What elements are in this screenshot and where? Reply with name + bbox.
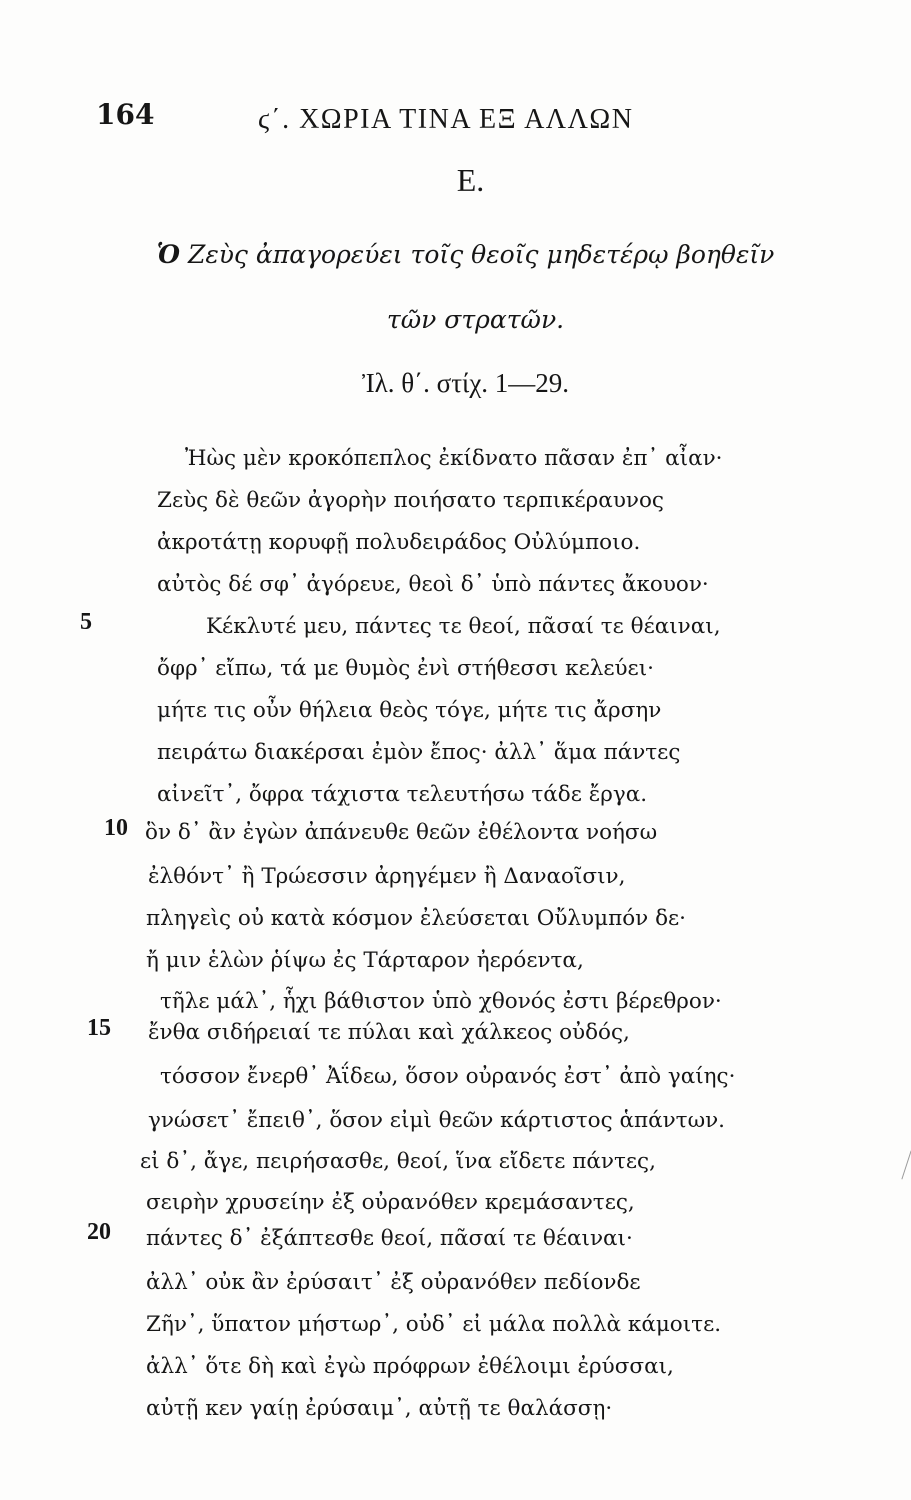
subtitle-initial: Ὁ [156, 240, 180, 269]
line-number: 20 [87, 1219, 111, 1245]
line-number: 5 [80, 609, 92, 635]
page-edge-mark [901, 1151, 911, 1180]
verse-line: Ζεὺς δὲ θεῶν ἀγορὴν ποιήσατο τερπικέραυνος [157, 488, 664, 513]
verse-line: Κέκλυτέ μευ, πάντες τε θεοί, πᾶσαί τε θέαιναι, [206, 614, 721, 639]
verse-line: αὐτὸς δέ σφ᾽ ἀγόρευε, θεοὶ δ᾽ ὑπὸ πάντες ἄκουον· [157, 572, 709, 597]
verse-line: ἔνθα σιδήρειαί τε πύλαι καὶ χάλκεος οὐδός, [148, 1020, 630, 1045]
page-number: 164 [96, 98, 155, 131]
section-title: ϛ΄. ΧΩΡΙΑ ΤΙΝΑ ΕΞ ΑΛΛΩΝ [258, 104, 634, 135]
verse-reference: Ἰλ. θ΄. στίχ. 1—29. [361, 368, 570, 398]
verse-line: ὃν δ᾽ ἂν ἐγὼν ἀπάνευθε θεῶν ἐθέλοντα νοήσω [145, 820, 658, 845]
verse-line: ἀλλ᾽ ὅτε δὴ καὶ ἐγὼ πρόφρων ἐθέλοιμι ἐρύσσαι, [146, 1354, 674, 1379]
verse-line: πληγεὶς οὐ κατὰ κόσμον ἐλεύσεται Οὔλυμπόν δε· [146, 906, 686, 931]
verse-line: τῆλε μάλ᾽, ἧχι βάθιστον ὑπὸ χθονός ἐστι βέρεθρον· [160, 989, 722, 1014]
section-letter: Ε. [456, 162, 485, 198]
verse-line: ὄφρ᾽ εἴπω, τά με θυμὸς ἐνὶ στήθεσσι κελεύει· [157, 656, 654, 681]
running-head [0, 98, 911, 138]
subtitle-line-2: τῶν στρατῶν. [386, 305, 565, 334]
verse-line: ἐλθόντ᾽ ἢ Τρώεσσιν ἀρηγέμεν ἢ Δαναοῖσιν, [148, 864, 626, 889]
verse-line: τόσσον ἔνερθ᾽ Ἀΐδεω, ὅσον οὐρανός ἐστ᾽ ἀπὸ γαίης· [160, 1064, 736, 1089]
verse-line: εἰ δ᾽, ἄγε, πειρήσασθε, θεοί, ἵνα εἴδετε πάντες, [140, 1149, 656, 1174]
verse-line: Ζῆν᾽, ὕπατον μήστωρ᾽, οὐδ᾽ εἰ μάλα πολλὰ κάμοιτε. [146, 1312, 722, 1337]
verse-line: μήτε τις οὖν θήλεια θεὸς τόγε, μήτε τις ἄρσην [157, 698, 662, 723]
verse-line: ἤ μιν ἑλὼν ῥίψω ἐς Τάρταρον ἠερόεντα, [146, 948, 584, 973]
verse-line: γνώσετ᾽ ἔπειθ᾽, ὅσον εἰμὶ θεῶν κάρτιστος ἁπάντων. [148, 1108, 726, 1133]
verse-line: πειράτω διακέρσαι ἐμὸν ἔπος· ἀλλ᾽ ἅμα πάντες [157, 740, 681, 765]
verse-line: αὐτῇ κεν γαίῃ ἐρύσαιμ᾽, αὐτῇ τε θαλάσσῃ· [146, 1396, 613, 1421]
verse-line: Ἠὼς μὲν κροκόπεπλος ἐκίδνατο πᾶσαν ἐπ᾽ αἶαν· [185, 446, 723, 471]
verse-line: αἰνεῖτ᾽, ὄφρα τάχιστα τελευτήσω τάδε ἔργα. [157, 782, 648, 807]
verse-line: πάντες δ᾽ ἐξάπτεσθε θεοί, πᾶσαί τε θέαιναι· [146, 1226, 633, 1251]
line-number: 15 [87, 1015, 111, 1041]
verse-line: ἀκροτάτῃ κορυφῇ πολυδειράδος Οὐλύμποιο. [157, 530, 641, 555]
subtitle-line-1 [0, 240, 911, 269]
verse-line: σειρὴν χρυσείην ἐξ οὐρανόθεν κρεμάσαντες, [146, 1190, 635, 1215]
line-number: 10 [104, 815, 128, 841]
subtitle-line-1-text: Ζεὺς ἀπαγορεύει τοῖς θεοῖς μηδετέρῳ βοηθεῖν [180, 240, 775, 269]
verse-line: ἀλλ᾽ οὐκ ἂν ἐρύσαιτ᾽ ἐξ οὐρανόθεν πεδίονδε [146, 1270, 641, 1295]
